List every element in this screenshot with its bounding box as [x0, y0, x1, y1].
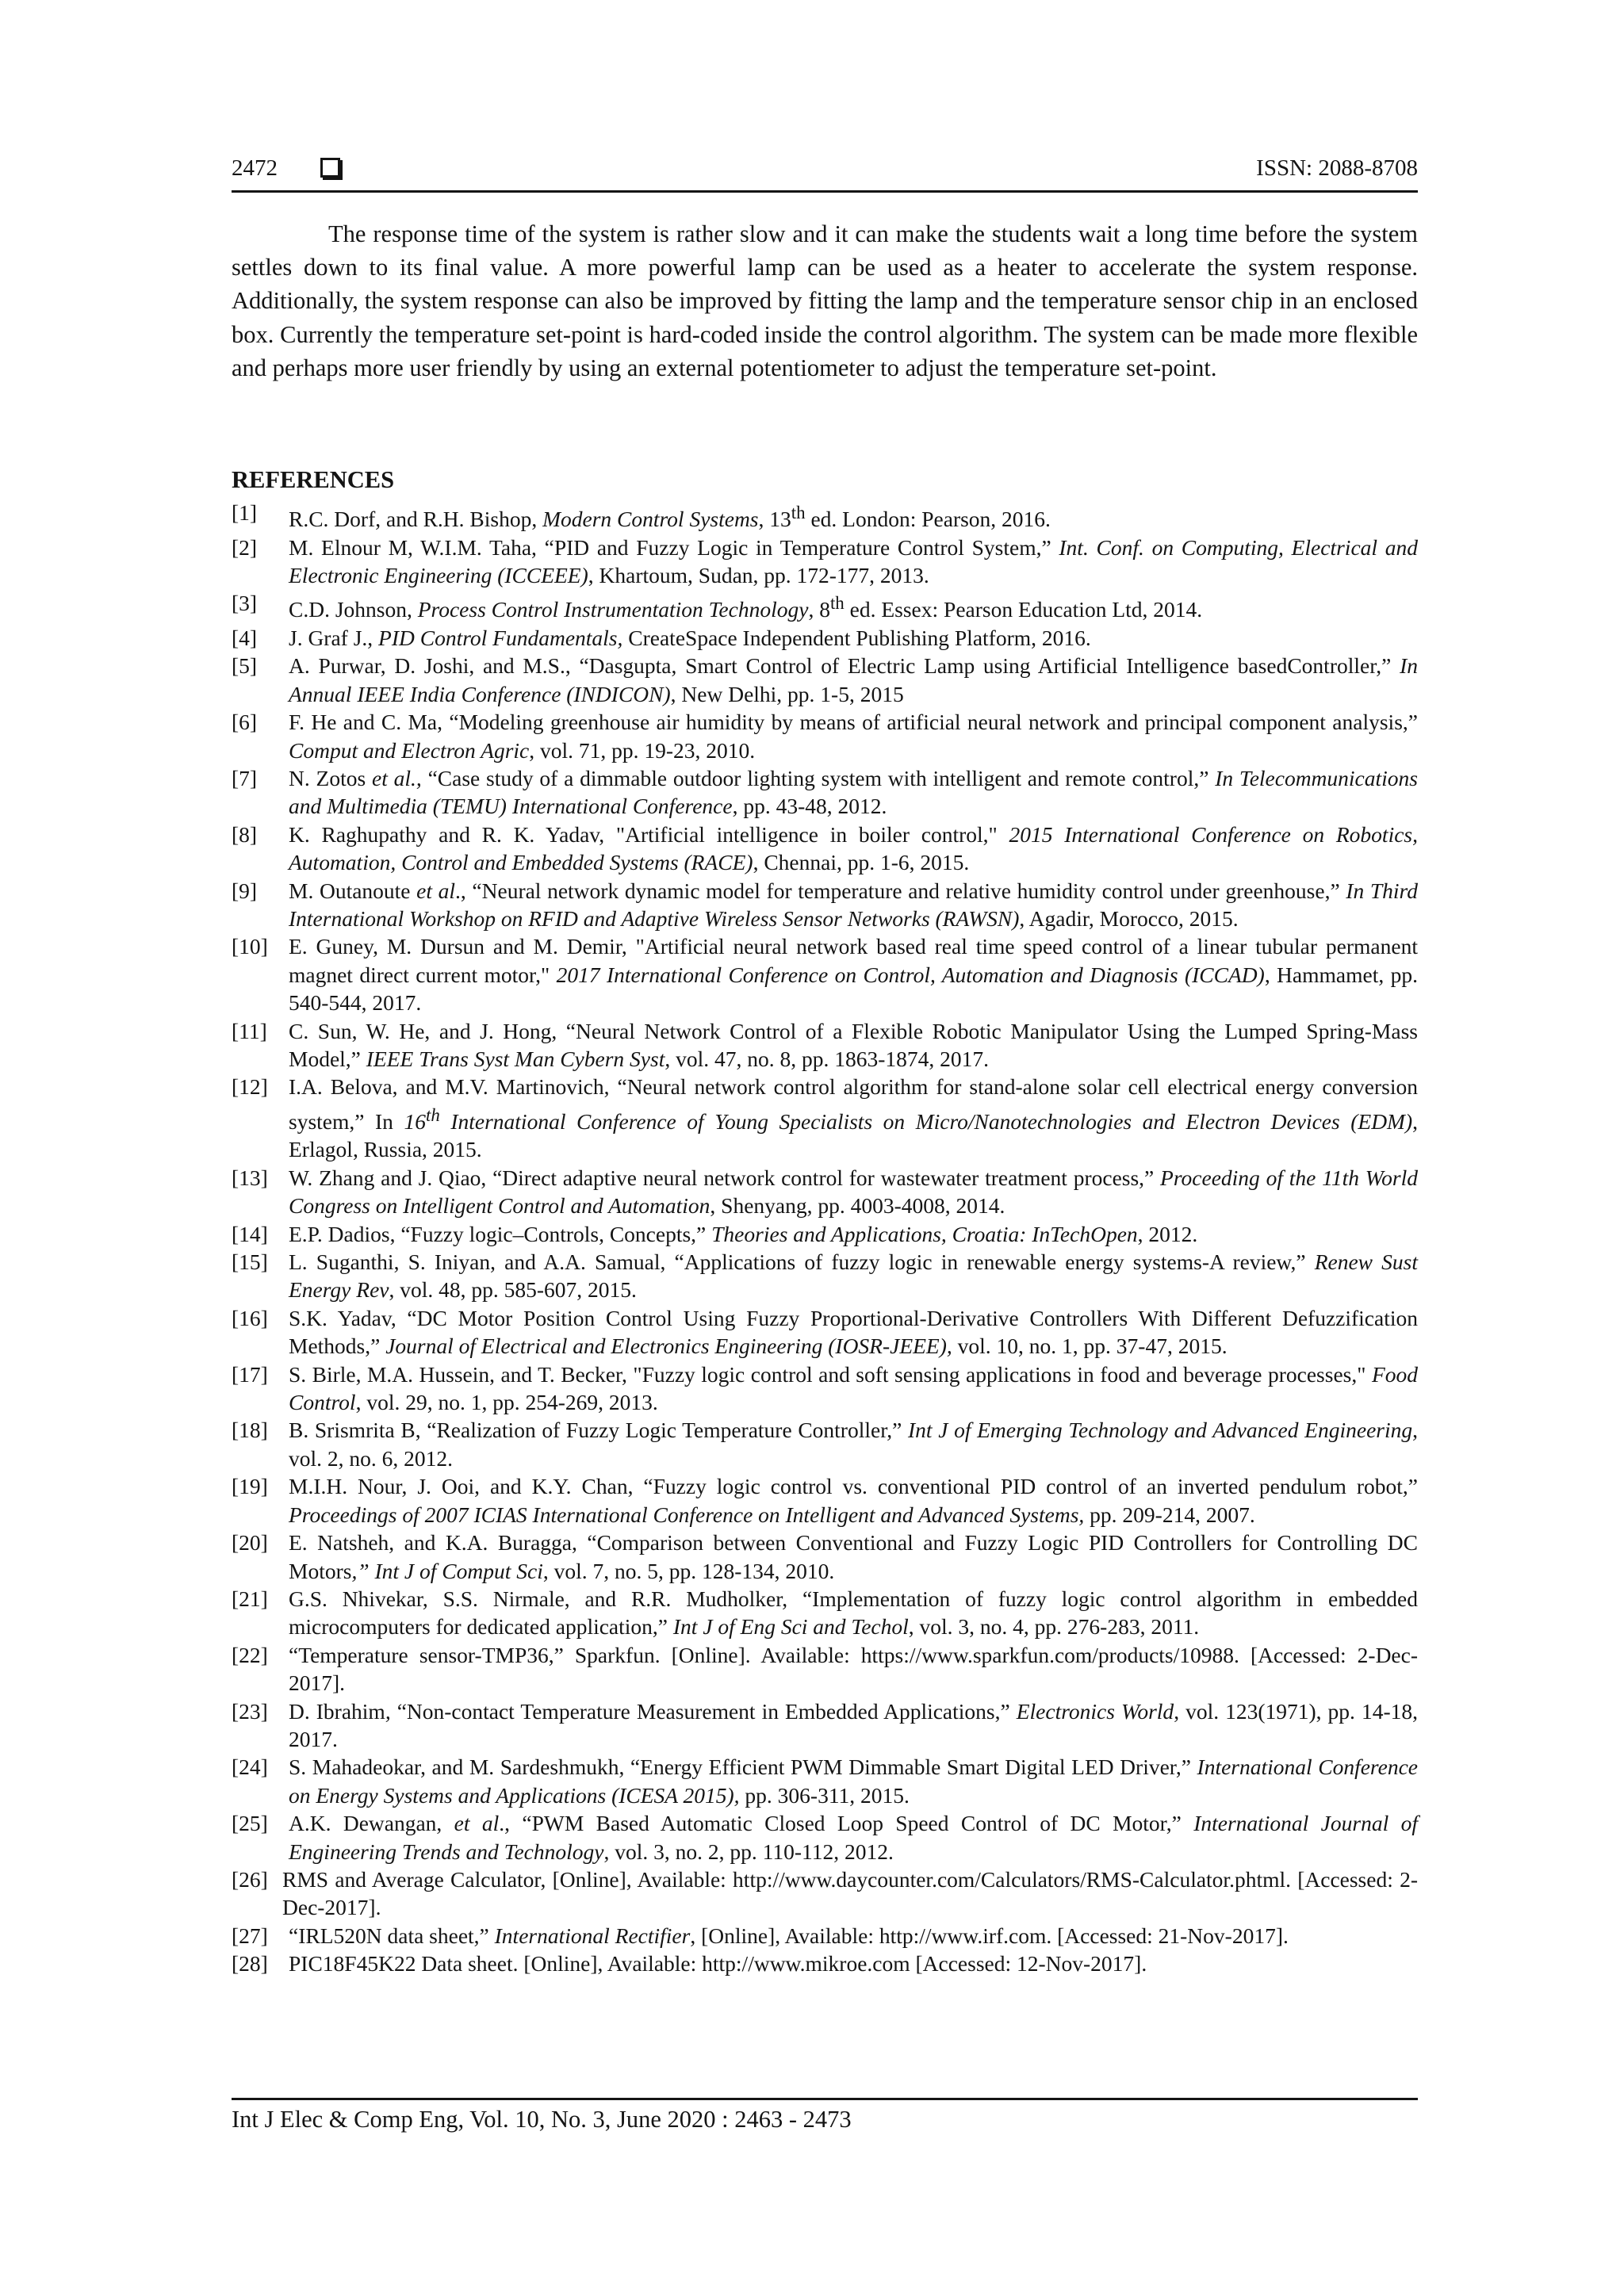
reference-text: [289, 652, 1418, 708]
reference-text: [289, 821, 1418, 877]
reference-item: [232, 1866, 1418, 1922]
reference-text: [282, 1866, 1418, 1922]
reference-text: [289, 1585, 1418, 1641]
reference-segment: Modern Control Systems: [542, 507, 759, 532]
reference-segment: W. Zhang and J. Qiao, “Direct adaptive neural network control for wastewater treatment process,”: [289, 1165, 1161, 1190]
reference-item: [232, 589, 1418, 624]
reference-segment: “Temperature sensor-TMP36,” Sparkfun. [Online]. Available: https://www.sparkfun.com/products/10988. [Accessed: 2-Dec-2017].: [289, 1642, 1418, 1696]
reference-text: [289, 499, 1418, 534]
reference-segment: IEEE Trans Syst Man Cybern Syst: [366, 1047, 665, 1072]
reference-segment: ., “Neural network dynamic model for temperature and relative humidity control under greenhouse,”: [455, 878, 1346, 903]
reference-segment: Comput and Electron Agric: [289, 737, 530, 763]
reference-segment: S.K. Yadav, “DC Motor Position Control Using Fuzzy Proportional-Derivative Controllers With Different Defuzzification Methods,”: [289, 1305, 1418, 1359]
reference-segment: S. Birle, M.A. Hussein, and T. Becker, "Fuzzy logic control and soft sensing applications in food and beverage processes,": [289, 1361, 1372, 1387]
reference-segment: 2017 International Conference on Control, Automation and Diagnosis (ICCAD): [556, 962, 1265, 987]
reference-number: [21]: [232, 1586, 268, 1611]
reference-number: [20]: [232, 1530, 268, 1556]
reference-item: [232, 821, 1418, 877]
reference-item: [232, 624, 1418, 652]
reference-segment: International Conference on Energy Systems and Applications (ICESA 2015),: [289, 1755, 1418, 1808]
reference-number: [5]: [232, 653, 258, 679]
reference-segment: I.A. Belova, and M.V. Martinovich, “Neural network control algorithm for stand-alone solar cell electrical energy conversion system,” In: [289, 1074, 1418, 1134]
reference-segment: RMS and Average Calculator, [Online], Available: http://www.daycounter.com/Calculators/RMS-Calculator.phtml. [Accessed: 2-Dec-2017].: [282, 1866, 1418, 1920]
reference-segment: International Conference of Young Specialists on Micro/Nanotechnologies and Electron Devices (EDM): [439, 1109, 1413, 1134]
reference-item: [232, 1248, 1418, 1304]
reference-segment: Int. Conf. on Computing, Electrical and Electronic Engineering (ICCEEE): [289, 534, 1418, 587]
reference-number: [28]: [232, 1951, 268, 1976]
header-rule: [232, 190, 1418, 193]
reference-segment: , vol. 48, pp. 585-607, 2015.: [389, 1277, 637, 1303]
reference-number: [17]: [232, 1361, 268, 1387]
reference-item: [232, 1472, 1418, 1529]
reference-segment: et al: [416, 878, 456, 903]
reference-item: [232, 1220, 1418, 1248]
reference-segment: In Annual IEEE India Conference (INDICON): [289, 653, 1418, 706]
reference-segment: Theories and Applications, Croatia: InTechOpen: [711, 1221, 1138, 1246]
reference-segment: A.K. Dewangan,: [289, 1811, 454, 1836]
reference-segment: C. Sun, W. He, and J. Hong, “Neural Network Control of a Flexible Robotic Manipulator Using the Lumped Spring-Mass Model,”: [289, 1018, 1418, 1072]
reference-segment: E.P. Dadios, “Fuzzy logic–Controls, Concepts,”: [289, 1221, 712, 1246]
reference-text: [289, 1950, 1418, 1977]
reference-segment: PID Control Fundamentals,: [378, 625, 623, 650]
reference-number: [16]: [232, 1305, 268, 1330]
reference-segment: , Khartoum, Sudan, pp. 172-177, 2013.: [588, 562, 929, 587]
reference-text: [289, 1809, 1418, 1866]
reference-segment: Renew Sust Energy Rev: [289, 1249, 1418, 1303]
reference-item: [232, 1529, 1418, 1585]
reference-item: [232, 534, 1418, 590]
reference-text: [289, 1529, 1418, 1585]
reference-segment: “Case study of a dimmable outdoor lighting system with intelligent and remote control,”: [421, 765, 1216, 790]
reference-segment: , vol. 7, no. 5, pp. 128-134, 2010.: [542, 1558, 835, 1583]
reference-number: [9]: [232, 878, 258, 903]
reference-text: [289, 1697, 1418, 1754]
reference-segment: C.D. Johnson,: [289, 597, 418, 622]
reference-segment: Proceedings of 2007 ICIAS International Conference on Intelligent and Advanced Systems,: [289, 1502, 1085, 1527]
reference-segment: E. Natsheh, and K.A. Buragga, “Comparison between Conventional and Fuzzy Logic PID Controllers for Controlling DC Motors: [289, 1530, 1418, 1583]
reference-number: [2]: [232, 534, 258, 560]
reference-text: [289, 1248, 1418, 1304]
reference-list: [232, 499, 1418, 1978]
reference-text: [289, 708, 1418, 764]
reference-number: [6]: [232, 710, 258, 735]
reference-segment: ed. London: Pearson, 2016.: [805, 507, 1051, 532]
reference-segment: Journal of Electrical and Electronics Engineering (IOSR-JEEE),: [385, 1334, 952, 1359]
reference-segment: Int J of Eng Sci and Techol: [672, 1614, 909, 1640]
reference-segment: In Telecommunications and Multimedia (TEMU) International Conference: [289, 765, 1419, 819]
reference-text: [289, 764, 1418, 821]
reference-number: [27]: [232, 1923, 268, 1948]
body-paragraph: The response time of the system is rather slow and it can make the students wait a long time before the system settles down to its final value. A more powerful lamp can be used as a heater to accelerate the system response. Additionally, the system response can also be improved by fitting the lamp and the temperature sensor chip in an enclosed box. Currently the temperature set-point is hard-coded inside the control algorithm. The system can be made more flexible and perhaps more user friendly by using an external potentiometer to adjust the temperature set-point.: [232, 220, 1418, 381]
reference-item: [232, 1950, 1418, 1977]
reference-item: [232, 499, 1418, 534]
reference-segment: , vol. 3, no. 4, pp. 276-283, 2011.: [908, 1614, 1200, 1640]
reference-item: [232, 708, 1418, 764]
reference-segment: ., “PWM Based Automatic Closed Loop Speed Control of DC Motor,”: [499, 1811, 1194, 1836]
reference-number: [22]: [232, 1642, 268, 1667]
reference-text: [289, 1416, 1418, 1472]
reference-item: [232, 877, 1418, 933]
reference-number: [8]: [232, 821, 258, 847]
reference-segment: 16: [404, 1109, 426, 1134]
reference-text: [289, 1304, 1418, 1360]
reference-text: [289, 932, 1418, 1016]
reference-segment: , vol. 3, no. 2, pp. 110-112, 2012.: [603, 1839, 894, 1864]
reference-number: [10]: [232, 934, 268, 959]
reference-segment: PIC18F45K22 Data sheet. [Online], Available: http://www.mikroe.com [Accessed: 12-Nov-2017].: [289, 1951, 1147, 1976]
reference-segment: E. Guney, M. Dursun and M. Demir, "Artificial neural network based real time speed control of a linear tubular permanent magnet direct current motor,": [289, 934, 1418, 987]
reference-segment: M. Outanoute: [289, 878, 417, 903]
reference-item: [232, 1585, 1418, 1641]
references-heading: REFERENCES: [232, 466, 395, 493]
reference-item: [232, 932, 1418, 1016]
reference-segment: pp. 209-214, 2007.: [1084, 1502, 1255, 1527]
reference-segment: , [Online], Available: http://www.irf.com. [Accessed: 21-Nov-2017].: [690, 1923, 1289, 1948]
reference-number: [4]: [232, 625, 258, 650]
page-number: 2472: [232, 155, 278, 181]
reference-segment: S. Mahadeokar, and M. Sardeshmukh, “Energy Efficient PWM Dimmable Smart Digital LED Driver,”: [289, 1755, 1197, 1780]
reference-segment: 2015 International Conference on Robotics, Automation, Control and Embedded Systems (RACE): [289, 821, 1418, 875]
reference-segment: , pp. 43-48, 2012.: [732, 794, 887, 819]
reference-number: [18]: [232, 1418, 268, 1443]
reference-segment: , New Delhi, pp. 1-5, 2015: [670, 681, 904, 706]
reference-number: [26]: [232, 1866, 268, 1892]
reference-item: [232, 1416, 1418, 1472]
reference-text: [289, 1360, 1418, 1417]
reference-segment: CreateSpace Independent Publishing Platform, 2016.: [622, 625, 1091, 650]
reference-segment: , 2012.: [1137, 1221, 1198, 1246]
reference-segment: , vol. 2, no. 6, 2012.: [289, 1418, 1418, 1471]
reference-segment: , Chennai, pp. 1-6, 2015.: [753, 850, 970, 875]
reference-number: [25]: [232, 1811, 268, 1836]
reference-segment: vol. 10, no. 1, pp. 37-47, 2015.: [952, 1334, 1228, 1359]
reference-segment: Food Control: [289, 1361, 1418, 1415]
reference-segment: , 8: [808, 597, 830, 622]
reference-text: [289, 624, 1418, 652]
reference-segment: “IRL520N data sheet,”: [289, 1923, 495, 1948]
reference-segment: International Journal of Engineering Trends and Technology: [289, 1811, 1418, 1864]
reference-segment: L. Suganthi, S. Iniyan, and A.A. Samual, “Applications of fuzzy logic in renewable energy systems-A review,”: [289, 1249, 1315, 1275]
reference-item: [232, 1164, 1418, 1220]
reference-segment: Process Control Instrumentation Technology: [417, 597, 809, 622]
reference-text: [289, 589, 1418, 624]
reference-number: [3]: [232, 591, 258, 616]
reference-number: [7]: [232, 765, 258, 790]
reference-segment: , vol. 71, pp. 19-23, 2010.: [529, 737, 756, 763]
reference-segment: , Agadir, Morocco, 2015.: [1019, 906, 1239, 931]
reference-segment: B. Srismrita B, “Realization of Fuzzy Logic Temperature Controller,”: [289, 1418, 908, 1443]
reference-segment: “Non-contact Temperature Measurement in Embedded Applications,”: [390, 1698, 1017, 1724]
reference-segment: Proceeding of the 11th World Congress on Intelligent Control and Automation: [289, 1165, 1418, 1219]
reference-item: [232, 1697, 1418, 1754]
reference-segment: N. Zotos: [289, 765, 372, 790]
reference-item: [232, 1753, 1418, 1809]
reference-segment: International Rectifier: [494, 1923, 691, 1948]
reference-segment: ,” Int J of Comput Sci: [351, 1558, 543, 1583]
reference-segment: ,: [385, 1698, 391, 1724]
reference-item: [232, 764, 1418, 821]
reference-text: [289, 1472, 1418, 1529]
reference-segment: ed. Essex: Pearson Education Ltd, 2014.: [844, 597, 1203, 622]
reference-segment: , Erlagol, Russia, 2015.: [289, 1109, 1418, 1162]
reference-segment: , vol. 47, no. 8, pp. 1863-1874, 2017.: [665, 1047, 990, 1072]
reference-item: [232, 1922, 1418, 1950]
reference-item: [232, 1809, 1418, 1866]
reference-number: [15]: [232, 1249, 268, 1275]
reference-text: [289, 534, 1418, 590]
footer-rule: [232, 2098, 1418, 2100]
reference-segment: , 13: [758, 507, 791, 532]
reference-number: [11]: [232, 1018, 267, 1043]
reference-segment: et al: [454, 1811, 500, 1836]
reference-item: [232, 1360, 1418, 1417]
reference-segment: D. Ibrahim: [289, 1698, 385, 1724]
reference-segment: , Hammamet, pp. 540-544, 2017.: [289, 962, 1418, 1016]
reference-number: [13]: [232, 1165, 268, 1190]
reference-segment: pp. 306-311, 2015.: [739, 1782, 910, 1808]
reference-item: [232, 1017, 1418, 1073]
reference-text: [289, 1220, 1418, 1248]
reference-number: [24]: [232, 1755, 268, 1780]
reference-item: [232, 1641, 1418, 1697]
reference-number: [14]: [232, 1221, 268, 1246]
page-header: [232, 155, 1418, 187]
reference-segment: et al.,: [371, 765, 422, 790]
reference-segment: G.S. Nhivekar, S.S. Nirmale, and R.R. Mudholker, “Implementation of fuzzy logic control algorithm in embedded microcomputers for dedicated application,”: [289, 1586, 1418, 1640]
reference-number: [1]: [232, 500, 258, 525]
reference-segment: A. Purwar, D. Joshi, and M.S., “Dasgupta, Smart Control of Electric Lamp using Artificial Intelligence basedController,”: [289, 653, 1400, 679]
reference-segment: , vol. 29, no. 1, pp. 254-269, 2013.: [355, 1390, 658, 1415]
reference-text: [289, 877, 1418, 933]
square-bullet-icon: [320, 158, 340, 178]
reference-segment: th: [829, 593, 845, 614]
reference-item: [232, 1073, 1418, 1163]
reference-text: [289, 1017, 1418, 1073]
reference-number: [12]: [232, 1074, 268, 1100]
reference-segment: , vol. 123(1971), pp. 14-18, 2017.: [289, 1698, 1418, 1751]
reference-item: [232, 652, 1418, 708]
reference-text: [289, 1922, 1418, 1950]
reference-text: [289, 1641, 1418, 1697]
reference-text: [289, 1753, 1418, 1809]
reference-segment: Electronics World: [1016, 1698, 1174, 1724]
reference-segment: J. Graf J.,: [289, 625, 379, 650]
reference-segment: M.I.H. Nour, J. Ooi, and K.Y. Chan, “Fuzzy logic control vs. conventional PID control of an inverted pendulum robot,”: [289, 1474, 1418, 1499]
reference-item: [232, 1304, 1418, 1360]
reference-text: [289, 1164, 1418, 1220]
reference-segment: F. He and C. Ma, “Modeling greenhouse air humidity by means of artificial neural network and principal component analysis,”: [289, 710, 1418, 735]
issn: ISSN: 2088-8708: [1256, 155, 1418, 181]
reference-segment: th: [425, 1104, 440, 1125]
reference-segment: , Shenyang, pp. 4003-4008, 2014.: [710, 1193, 1005, 1219]
reference-number: [19]: [232, 1474, 268, 1499]
reference-segment: Int J of Emerging Technology and Advanced Engineering: [908, 1418, 1413, 1443]
reference-number: [23]: [232, 1698, 268, 1724]
reference-text: [289, 1073, 1418, 1163]
reference-segment: th: [791, 503, 806, 522]
footer-citation: Int J Elec & Comp Eng, Vol. 10, No. 3, June 2020 : 2463 - 2473: [232, 2106, 852, 2133]
reference-segment: K. Raghupathy and R. K. Yadav, "Artificial intelligence in boiler control,": [289, 821, 1009, 847]
reference-segment: In Third International Workshop on RFID and Adaptive Wireless Sensor Networks (RAWSN): [289, 878, 1418, 931]
reference-segment: M. Elnour M, W.I.M. Taha, “PID and Fuzzy Logic in Temperature Control System,”: [289, 534, 1059, 560]
reference-segment: R.C. Dorf, and R.H. Bishop,: [289, 507, 543, 532]
